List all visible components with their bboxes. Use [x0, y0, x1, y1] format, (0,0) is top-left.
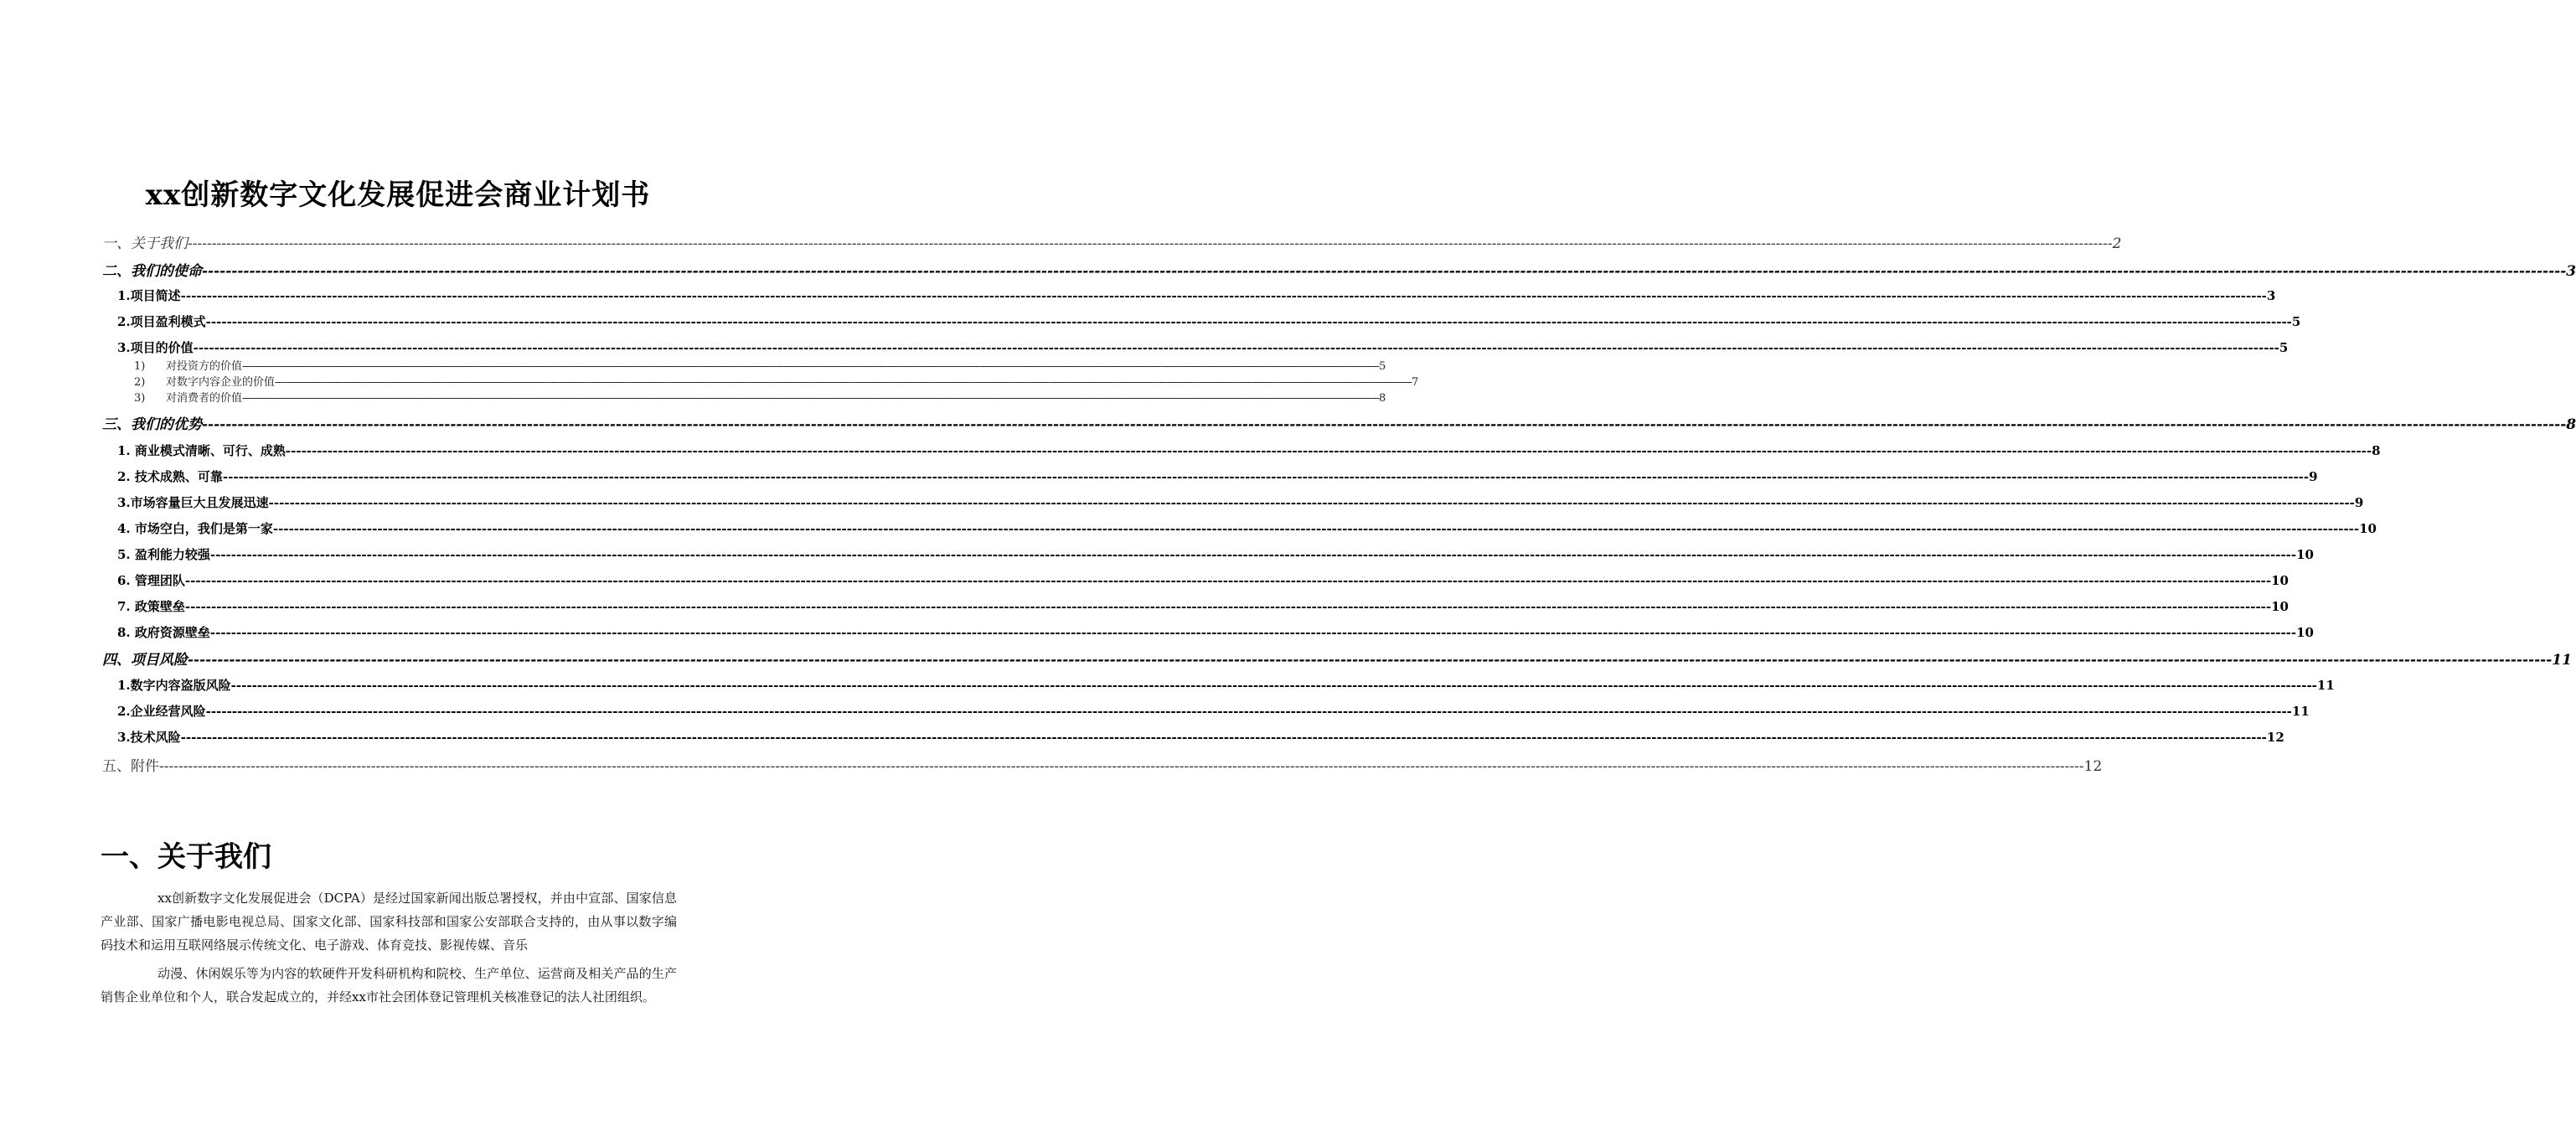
- toc-leader-dashes: ----------------------------------------------------------------------------------------------------------------------------------------------------------------------------------------------------------------------------------------------------------------------------------------------------------------------------------------------------------------------------------------------------------------: [272, 521, 2360, 536]
- section-heading: 一、关于我们: [101, 840, 271, 874]
- toc-leader-dashes: ----------------------------------------------------------------------------------------------------------------------------------------------------------------------------------------------------------------------------------------------------------------------------------------------------------------------------------------------------------------------------------------------------------------: [268, 495, 2355, 510]
- toc-leader-dashes: ----------------------------------------------------------------------------------------------------------------------------------------------------------------------------------------------------------------------------------------------------------------------------------------------------------------------------------------------------------------------------------------------------------------: [222, 469, 2310, 484]
- toc-entry[interactable]: [117, 467, 2318, 486]
- toc-entry-label: 3.市场容量巨大且发展迅速: [117, 495, 269, 510]
- toc-leader-dashes: ----------------------------------------------------------------------------------------------------------------------------------------------------------------------------------------------------------------------------------------------------------------------------------------------------------------------------------------------------------------------------------------------------------------: [230, 678, 2317, 693]
- toc-page-number: 10: [2271, 599, 2289, 614]
- toc-page-number: 2: [2112, 235, 2122, 252]
- toc-entry-label: 6. 管理团队: [117, 573, 185, 588]
- toc-entry-label: 1.项目简述: [117, 288, 181, 303]
- toc-leader-dashes: ----------------------------------------------------------------------------------------------------------------------------------------------------------------------------------------------------------------------------------------------------------------------------------------------------------------------------------------------------------------------------------------------------------------: [188, 235, 2113, 252]
- toc-leader-dashes: ----------------------------------------------------------------------------------------------------------------------------------------------------------------------------------------------------------------------------------------------------------------------------------------------------------------------------------------------------------------------------------------------------------------: [285, 443, 2372, 458]
- toc-page-number: 3: [2266, 288, 2276, 303]
- toc-page-number: 10: [2271, 573, 2289, 588]
- section-body-continued: [101, 962, 677, 1009]
- toc-entry[interactable]: [117, 312, 2301, 331]
- toc-entry-label: 8. 政府资源壁垒: [117, 625, 210, 640]
- toc-leader-dashes: ----------------------------------------------------------------------------------------------------------------------------------------------------------------------------------------------------------------------------------------------------------------------------------------------------------------------------------------------------------------------------------------------------------------: [159, 758, 2084, 775]
- toc-entry[interactable]: [134, 357, 1386, 373]
- toc-leader-dashes: ----------------------------------------------------------------------------------------------------------------------------------------------------------------------------------------------------------------------------------------------------------------------------------------------------------------------------------------------------------------------------------------------------------------: [205, 314, 2292, 329]
- toc-entry-label: [134, 357, 242, 373]
- toc-page-number: 9: [2354, 495, 2364, 510]
- toc-page-number: 8: [2566, 416, 2576, 433]
- toc-entry[interactable]: [117, 287, 2276, 305]
- toc-leader-dashes: ----------------------------------------------------------------------------------------------------------------------------------------------------------------------------------------------------------------------------------------------------------------------------------------------------------------------------------------------------------------------------------------------------------------: [209, 547, 2297, 562]
- toc-entry[interactable]: [102, 412, 2576, 433]
- toc-entry-label: 一、关于我们: [102, 235, 188, 252]
- toc-page-number: 12: [2083, 758, 2103, 775]
- toc-page-number: 5: [1379, 360, 1386, 373]
- toc-entry[interactable]: [102, 259, 2576, 280]
- toc-entry-label: 3.技术风险: [117, 730, 181, 745]
- toc-page-number: 11: [2316, 678, 2335, 693]
- toc-entry-label: 四、项目风险: [102, 652, 188, 669]
- toc-leader-dashes: ----------------------------------------------------------------------------------------------------------------------------------------------------------------------------------------------------------------------------------------------------------------------------------------------------------------------------------------------------------------------------------------------------------------: [242, 360, 1380, 373]
- toc-leader-dashes: ----------------------------------------------------------------------------------------------------------------------------------------------------------------------------------------------------------------------------------------------------------------------------------------------------------------------------------------------------------------------------------------------------------------: [202, 263, 2567, 280]
- toc-entry-text: 对消费者的价值: [166, 392, 243, 405]
- toc-page-number: 10: [2359, 521, 2377, 536]
- toc-leader-dashes: ----------------------------------------------------------------------------------------------------------------------------------------------------------------------------------------------------------------------------------------------------------------------------------------------------------------------------------------------------------------------------------------------------------------: [184, 599, 2272, 614]
- toc-entry-label: 2. 技术成熟、可靠: [117, 469, 223, 484]
- toc-leader-dashes: ----------------------------------------------------------------------------------------------------------------------------------------------------------------------------------------------------------------------------------------------------------------------------------------------------------------------------------------------------------------------------------------------------------------: [242, 392, 1380, 405]
- document-title: xx创新数字文化发展促进会商业计划书: [145, 178, 651, 212]
- toc-page-number: 12: [2266, 730, 2284, 745]
- toc-entry-text: 对投资方的价值: [166, 360, 243, 373]
- body-paragraph: xx创新数字文化发展促进会（DCPA）是经过国家新闻出版总署授权，并由中宣部、国家信息产业部、国家广播电影电视总局、国家文化部、国家科技部和国家公安部联合支持的，由从事以数字编码技术和运用互联网络展示传统文化、电子游戏、体育竞技、影视传媒、音乐: [101, 891, 677, 953]
- section-body: [101, 886, 677, 957]
- toc-entry[interactable]: [117, 519, 2377, 538]
- toc-entry[interactable]: [117, 545, 2314, 564]
- toc-leader-dashes: ----------------------------------------------------------------------------------------------------------------------------------------------------------------------------------------------------------------------------------------------------------------------------------------------------------------------------------------------------------------------------------------------------------------: [205, 704, 2292, 719]
- toc-entry[interactable]: [102, 648, 2572, 669]
- toc-entry-label: [134, 373, 275, 389]
- toc-leader-dashes: ----------------------------------------------------------------------------------------------------------------------------------------------------------------------------------------------------------------------------------------------------------------------------------------------------------------------------------------------------------------------------------------------------------------: [275, 376, 1412, 389]
- toc-page-number: 10: [2296, 547, 2314, 562]
- toc-entry-label: 3.项目的价值: [117, 340, 194, 355]
- toc-page-number: 5: [2291, 314, 2301, 329]
- toc-page-number: 7: [1412, 376, 1419, 389]
- toc-entry[interactable]: [117, 571, 2289, 590]
- body-paragraph: 动漫、休闲娱乐等为内容的软硬件开发科研机构和院校、生产单位、运营商及相关产品的生产销售企业单位和个人，联合发起成立的，并经xx市社会团体登记管理机关核准登记的法人社团组织。: [101, 966, 677, 1005]
- toc-leader-dashes: ----------------------------------------------------------------------------------------------------------------------------------------------------------------------------------------------------------------------------------------------------------------------------------------------------------------------------------------------------------------------------------------------------------------: [184, 573, 2272, 588]
- toc-page-number: 9: [2309, 469, 2318, 484]
- toc-page-number: 3: [2566, 263, 2576, 280]
- toc-page-number: 5: [2279, 340, 2289, 355]
- toc-entry-number: 1): [134, 360, 146, 373]
- toc-entry-label: 五、附件: [102, 758, 159, 775]
- toc-entry-label: 二、我们的使命: [102, 263, 202, 280]
- toc-entry[interactable]: [117, 493, 2364, 512]
- toc-page-number: 11: [2291, 704, 2310, 719]
- toc-entry-label: 2.企业经营风险: [117, 704, 206, 719]
- toc-entry-label: 三、我们的优势: [102, 416, 202, 433]
- toc-entry[interactable]: [117, 338, 2289, 357]
- toc-entry[interactable]: [117, 623, 2314, 642]
- toc-entry-label: 1.数字内容盗版风险: [117, 678, 231, 693]
- toc-entry[interactable]: [102, 754, 2103, 775]
- toc-entry[interactable]: [117, 442, 2381, 460]
- toc-leader-dashes: ----------------------------------------------------------------------------------------------------------------------------------------------------------------------------------------------------------------------------------------------------------------------------------------------------------------------------------------------------------------------------------------------------------------: [193, 340, 2279, 355]
- toc-entry-label: 4. 市场空白，我们是第一家: [117, 521, 273, 536]
- toc-entry[interactable]: [117, 597, 2289, 616]
- toc-entry[interactable]: [117, 728, 2284, 746]
- toc-page-number: 8: [1379, 392, 1386, 405]
- toc-entry[interactable]: [134, 389, 1386, 405]
- toc-page-number: 10: [2296, 625, 2314, 640]
- toc-entry-label: 7. 政策壁垒: [117, 599, 185, 614]
- toc-entry-text: 对数字内容企业的价值: [166, 376, 276, 389]
- toc-entry-label: [134, 389, 242, 405]
- toc-entry-number: 3): [134, 392, 146, 405]
- toc-page-number: 11: [2552, 652, 2572, 669]
- toc-entry-label: 1. 商业模式清晰、可行、成熟: [117, 443, 286, 458]
- toc-entry[interactable]: [134, 373, 1419, 389]
- toc-leader-dashes: ----------------------------------------------------------------------------------------------------------------------------------------------------------------------------------------------------------------------------------------------------------------------------------------------------------------------------------------------------------------------------------------------------------------: [188, 652, 2553, 669]
- toc-leader-dashes: ----------------------------------------------------------------------------------------------------------------------------------------------------------------------------------------------------------------------------------------------------------------------------------------------------------------------------------------------------------------------------------------------------------------: [180, 730, 2267, 745]
- toc-entry-label: 5. 盈利能力较强: [117, 547, 210, 562]
- toc-entry[interactable]: [117, 702, 2310, 721]
- toc-leader-dashes: ----------------------------------------------------------------------------------------------------------------------------------------------------------------------------------------------------------------------------------------------------------------------------------------------------------------------------------------------------------------------------------------------------------------: [209, 625, 2297, 640]
- toc-entry-label: 2.项目盈利模式: [117, 314, 206, 329]
- toc-leader-dashes: ----------------------------------------------------------------------------------------------------------------------------------------------------------------------------------------------------------------------------------------------------------------------------------------------------------------------------------------------------------------------------------------------------------------: [202, 416, 2567, 433]
- toc-entry[interactable]: [102, 231, 2122, 252]
- toc-entry-number: 2): [134, 376, 146, 389]
- toc-entry[interactable]: [117, 676, 2335, 695]
- toc-page-number: 8: [2372, 443, 2381, 458]
- toc-leader-dashes: ----------------------------------------------------------------------------------------------------------------------------------------------------------------------------------------------------------------------------------------------------------------------------------------------------------------------------------------------------------------------------------------------------------------: [180, 288, 2267, 303]
